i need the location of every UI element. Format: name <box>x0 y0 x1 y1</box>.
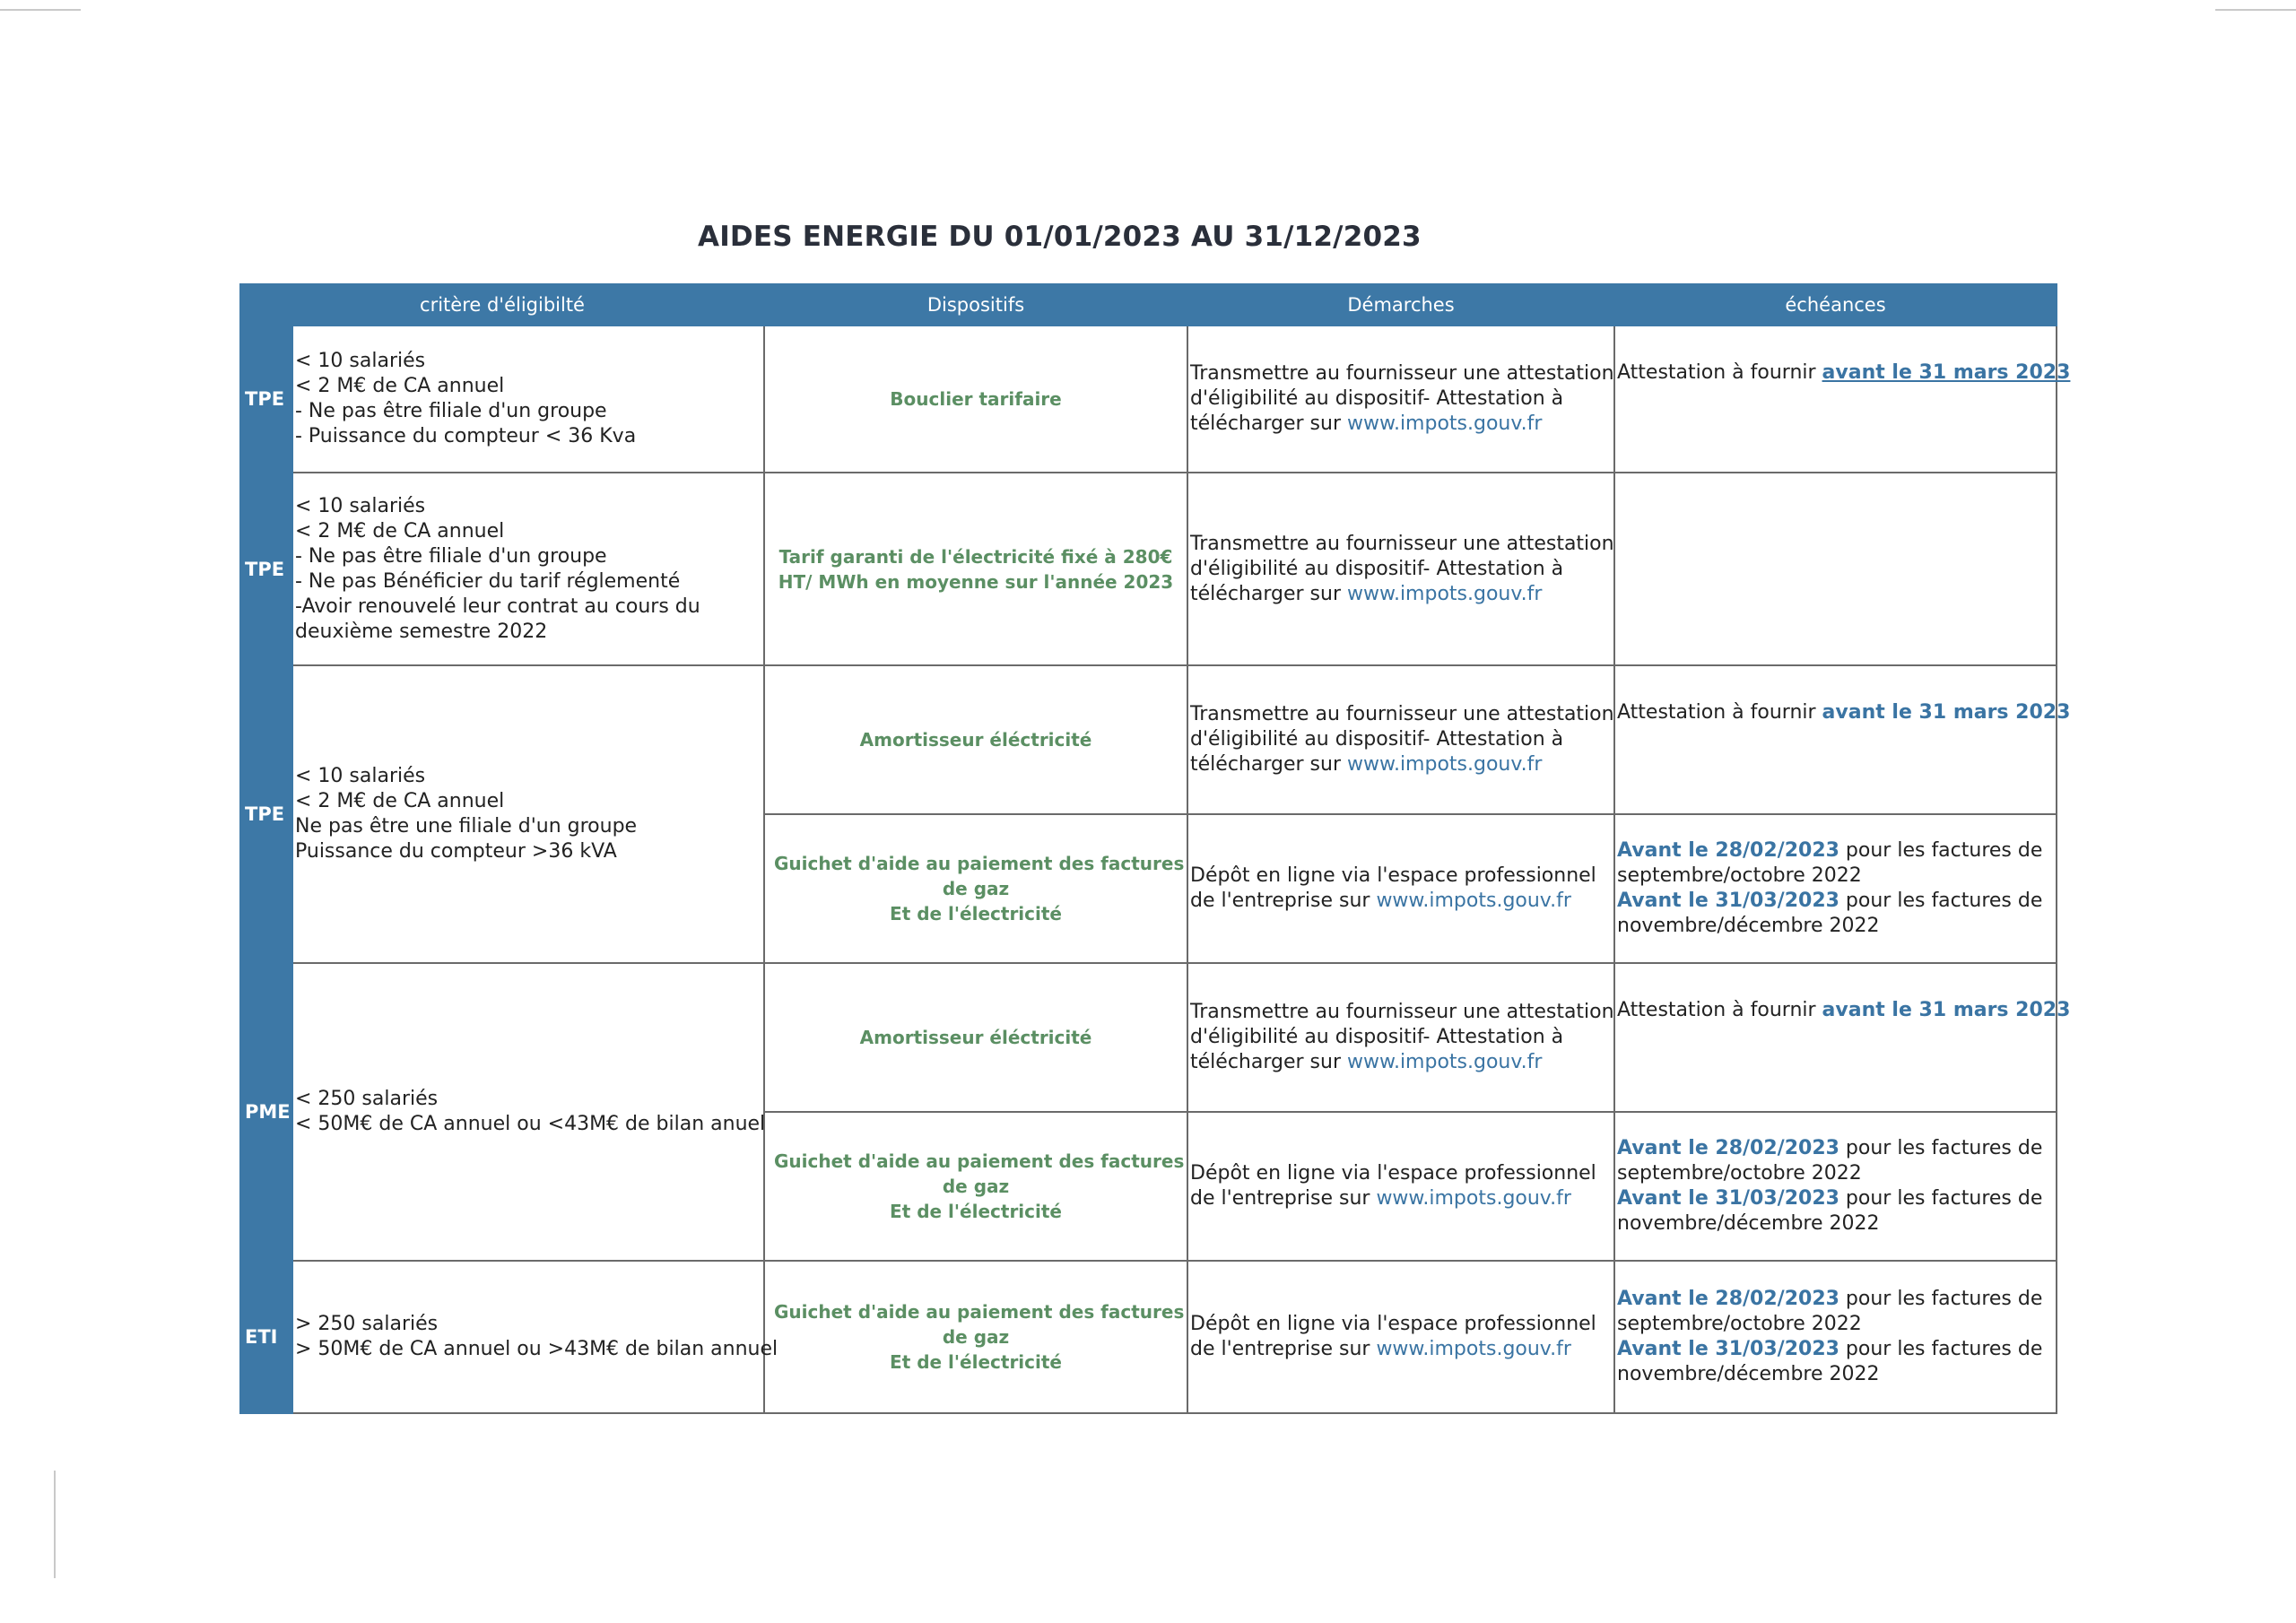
echeance-text: pour les factures de <box>1839 1137 2043 1159</box>
criteria-line: - Puissance du compteur < 36 Kva <box>295 425 637 447</box>
criteria-line: < 50M€ de CA annuel ou <43M€ de bilan anuel <box>295 1113 766 1135</box>
echeance-cell <box>1614 814 2057 963</box>
criteria-line: - Ne pas être filiale d'un groupe <box>295 544 607 568</box>
deadline-highlight: avant le 31 mars 2023 <box>1822 999 2071 1021</box>
category-eti: ETI <box>240 1261 292 1413</box>
deadline-highlight: Avant le 31/03/2023 <box>1617 1187 1839 1210</box>
criteria-line: < 10 salariés <box>295 765 426 787</box>
deadline-highlight: Avant le 28/02/2023 <box>1617 1137 1839 1159</box>
impots-link[interactable]: www.impots.gouv.fr <box>1346 582 1543 605</box>
echeance-cell <box>1614 963 2071 1112</box>
echeance-text: septembre/octobre 2022 <box>1617 1313 1862 1335</box>
impots-link[interactable]: www.impots.gouv.fr <box>1346 753 1543 776</box>
echeance-cell <box>1614 1261 2057 1413</box>
category-tpe: TPE <box>240 473 292 665</box>
criteria-line: - Ne pas Bénéficier du tarif réglementé <box>295 569 681 593</box>
category-tpe: TPE <box>240 665 292 963</box>
demarche-cell <box>1187 1112 1614 1261</box>
header-criteria: critère d'éligibilté <box>240 284 764 325</box>
criteria-cell <box>292 325 764 473</box>
criteria-line: - Ne pas être filiale d'un groupe <box>295 400 607 422</box>
deadline-highlight: avant le 31 mars 2023 <box>1822 701 2071 724</box>
table-row <box>240 473 2057 665</box>
demarche-line: de l'entreprise sur <box>1190 1187 1377 1210</box>
demarche-line: d'éligibilité au dispositif- Attestation à <box>1190 387 1564 410</box>
dispositif-cell <box>764 473 1187 665</box>
criteria-line: < 2 M€ de CA annuel <box>295 375 505 397</box>
scan-edge-top-left <box>0 9 81 11</box>
demarche-line: Transmettre au fournisseur une attestation <box>1190 703 1614 725</box>
criteria-line: > 250 salariés <box>295 1313 439 1335</box>
demarche-cell <box>1187 963 1614 1112</box>
criteria-cell <box>292 1261 778 1413</box>
deadline-highlight: Avant le 31/03/2023 <box>1617 890 1839 912</box>
table-row <box>240 963 2057 1112</box>
criteria-line: < 2 M€ de CA annuel <box>295 519 505 542</box>
demarche-cell <box>1187 1261 1614 1413</box>
criteria-line: -Avoir renouvelé leur contrat au cours du <box>295 595 700 618</box>
dispositif-line: Tarif garanti de l'électricité fixé à 280€ <box>778 545 1173 568</box>
criteria-line: < 2 M€ de CA annuel <box>295 790 505 812</box>
echeance-cell <box>1614 665 2071 814</box>
criteria-line: < 10 salariés <box>295 494 426 517</box>
dispositif-line: Et de l'électricité <box>890 903 1062 924</box>
category-tpe: TPE <box>240 325 292 473</box>
echeance-text: Attestation à fournir <box>1617 701 1822 724</box>
dispositif-line: de gaz <box>942 878 1010 899</box>
echeance-text: pour les factures de <box>1839 890 2043 912</box>
criteria-line: < 250 salariés <box>295 1088 439 1110</box>
table-row <box>240 665 2057 814</box>
dispositif-line: de gaz <box>942 1176 1010 1197</box>
demarche-cell <box>1187 665 1614 814</box>
demarche-line: télécharger sur <box>1190 582 1347 605</box>
dispositif-cell <box>764 814 1187 963</box>
demarche-line: de l'entreprise sur <box>1190 890 1377 912</box>
header-dispositifs: Dispositifs <box>764 284 1187 325</box>
demarche-line: de l'entreprise sur <box>1190 1338 1377 1360</box>
criteria-line: Ne pas être une filiale d'un groupe <box>295 815 638 838</box>
dispositif-line: Et de l'électricité <box>890 1201 1062 1222</box>
dispositif-line: de gaz <box>942 1326 1010 1348</box>
demarche-line: télécharger sur <box>1190 1051 1347 1073</box>
demarche-cell <box>1187 325 1614 473</box>
demarche-line: Transmettre au fournisseur une attestation <box>1190 362 1614 385</box>
echeance-text: novembre/décembre 2022 <box>1617 1363 1880 1385</box>
demarche-line: d'éligibilité au dispositif- Attestation à <box>1190 557 1564 580</box>
dispositif-cell: Amortisseur éléctricité <box>764 665 1187 814</box>
impots-link[interactable]: www.impots.gouv.fr <box>1376 890 1571 912</box>
table-row <box>240 325 2057 473</box>
echeance-text: novembre/décembre 2022 <box>1617 1212 1880 1235</box>
dispositif-cell: Bouclier tarifaire <box>764 325 1187 473</box>
impots-link[interactable]: www.impots.gouv.fr <box>1346 412 1543 435</box>
criteria-line: > 50M€ de CA annuel ou >43M€ de bilan annuel <box>295 1338 778 1360</box>
echeance-text: Attestation à fournir <box>1617 999 1822 1021</box>
dispositif-cell <box>764 1261 1187 1413</box>
table-row <box>240 1261 2057 1413</box>
dispositif-cell: Amortisseur éléctricité <box>764 963 1187 1112</box>
echeance-text: septembre/octobre 2022 <box>1617 864 1862 887</box>
category-pme: PME <box>240 963 292 1261</box>
demarche-line: Dépôt en ligne via l'espace professionnel <box>1190 1162 1596 1185</box>
criteria-cell <box>292 473 764 665</box>
impots-link[interactable]: www.impots.gouv.fr <box>1346 1051 1543 1073</box>
impots-link[interactable]: www.impots.gouv.fr <box>1376 1187 1571 1210</box>
demarche-line: Transmettre au fournisseur une attestation <box>1190 1001 1614 1023</box>
deadline-highlight: Avant le 31/03/2023 <box>1617 1338 1839 1360</box>
impots-link[interactable]: www.impots.gouv.fr <box>1376 1338 1571 1360</box>
echeance-text: novembre/décembre 2022 <box>1617 915 1880 937</box>
dispositif-line: Et de l'électricité <box>890 1351 1062 1373</box>
demarche-line: Dépôt en ligne via l'espace professionnel <box>1190 1313 1596 1335</box>
echeance-text: pour les factures de <box>1839 1187 2043 1210</box>
energy-aid-table <box>239 283 2071 1414</box>
demarche-line: télécharger sur <box>1190 753 1347 776</box>
echeance-cell <box>1614 473 2057 665</box>
dispositif-cell <box>764 1112 1187 1261</box>
echeance-text: pour les factures de <box>1839 1338 2043 1360</box>
page-title: AIDES ENERGIE DU 01/01/2023 AU 31/12/2023 <box>698 221 1422 253</box>
header-echeances: échéances <box>1614 284 2057 325</box>
criteria-cell <box>292 665 764 963</box>
header-demarches: Démarches <box>1187 284 1614 325</box>
deadline-highlight: avant le 31 mars 2023 <box>1822 361 2071 384</box>
demarche-line: d'éligibilité au dispositif- Attestation à <box>1190 728 1564 751</box>
echeance-cell <box>1614 1112 2057 1261</box>
demarche-line: d'éligibilité au dispositif- Attestation à <box>1190 1026 1564 1048</box>
scan-edge-top-right <box>2215 9 2296 11</box>
deadline-highlight: Avant le 28/02/2023 <box>1617 839 1839 862</box>
criteria-line: Puissance du compteur >36 kVA <box>295 840 617 863</box>
dispositif-line: HT/ MWh en moyenne sur l'année 2023 <box>778 570 1174 593</box>
header-row <box>240 284 2057 325</box>
criteria-cell <box>292 963 764 1261</box>
dispositif-line: Guichet d'aide au paiement des factures <box>774 1301 1185 1323</box>
demarche-cell <box>1187 814 1614 963</box>
demarche-line: Dépôt en ligne via l'espace professionnel <box>1190 864 1596 887</box>
criteria-line: < 10 salariés <box>295 350 426 372</box>
criteria-line: deuxième semestre 2022 <box>295 620 548 643</box>
dispositif-line: Guichet d'aide au paiement des factures <box>774 853 1185 874</box>
demarche-line: Transmettre au fournisseur une attestation <box>1190 532 1614 555</box>
echeance-text: septembre/octobre 2022 <box>1617 1162 1862 1185</box>
echeance-cell <box>1614 325 2071 473</box>
scan-edge-left <box>54 1471 56 1578</box>
demarche-line: télécharger sur <box>1190 412 1347 435</box>
echeance-text: Attestation à fournir <box>1617 361 1822 384</box>
echeance-text: pour les factures de <box>1839 1288 2043 1310</box>
echeance-text: pour les factures de <box>1839 839 2043 862</box>
deadline-highlight: Avant le 28/02/2023 <box>1617 1288 1839 1310</box>
dispositif-line: Guichet d'aide au paiement des factures <box>774 1150 1185 1172</box>
demarche-cell <box>1187 473 1614 665</box>
